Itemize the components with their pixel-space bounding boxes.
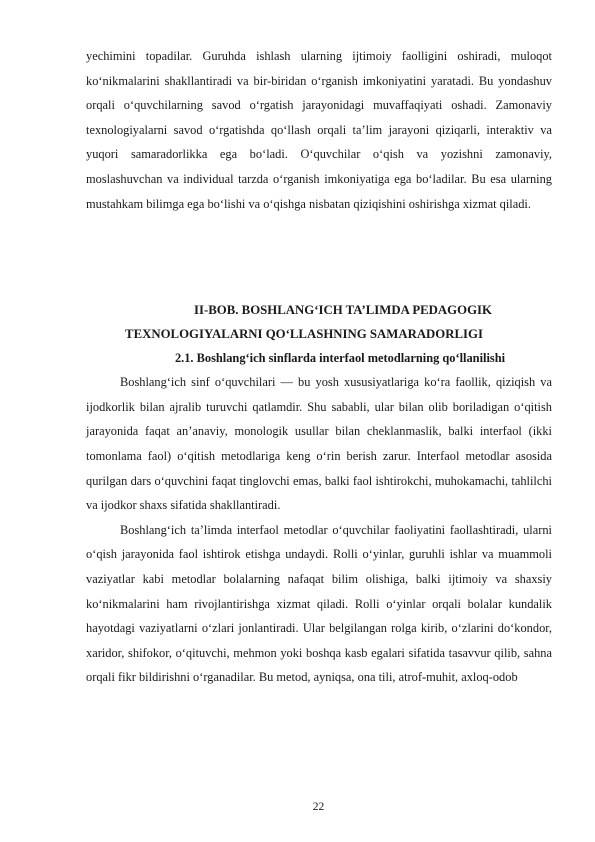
document-page <box>86 44 552 690</box>
paragraph-primary-students: Boshlang‘ich sinf o‘quvchilari — bu yosh xususiyatlariga ko‘ra faollik, qiziqish va ijodkorlik bilan ajralib turuvchi qatlamdir. Shu sababli, ular bilan olib boriladigan o‘qitish jarayonida faqat an’anaviy, monologik usullar bilan cheklanmaslik, balki interfaol (ikki tomonlama faol) o‘qitish metodlariga keng o‘rin berish zarur. Interfaol metodlar asosida qurilgan dars o‘quvchini faqat tinglovchi emas, balki faol ishtirokchi, muhokamachi, tahlilchi va ijodkor shaxs sifatida shakllantiradi. <box>86 375 552 513</box>
paragraph-group-work: yechimini topadilar. Guruhda ishlash ularning ijtimoiy faolligini oshiradi, muloqot ko‘nikmalarini shakllantiradi va bir-biridan o‘rganish imkoniyatini yaratadi. Bu yondashuv orqali o‘quvchilarning savod o‘rgatish jarayonidagi muvaffaqiyati oshadi. Zamonaviy texnologiyalarni savod o‘rgatishda qo‘llash orqali ta’lim jarayoni qiziqarli, interaktiv va yuqori samaradorlikka ega bo‘ladi. O‘quvchilar o‘qish va yozishni zamonaviy, moslashuvchan va individual tarzda o‘rganish imkoniyatiga ega bo‘ladilar. Bu esa ularning mustahkam bilimga ega bo‘lishi va o‘qishga nisbatan qiziqishini oshirishga xizmat qiladi. <box>86 49 552 211</box>
chapter-heading-line-2: TEXNOLOGIYALARNI QO‘LLASHNING SAMARADORLIGI <box>125 327 483 342</box>
chapter-heading-line-1: II-BOB. BOSHLANG‘ICH TA’LIMDA PEDAGOGIK <box>194 303 492 318</box>
section-spacer <box>86 216 552 298</box>
section-heading: 2.1. Boshlang‘ich sinflarda interfaol metodlarning qo‘llanilishi <box>174 351 506 366</box>
page-number: 22 <box>312 801 325 813</box>
chapter-heading <box>86 298 552 346</box>
paragraph-interactive-methods: Boshlang‘ich ta’limda interfaol metodlar o‘quvchilar faoliyatini faollashtiradi, ularni o‘qish jarayonida faol ishtirok etishga undaydi. Rolli o‘yinlar, guruhli ishlar va muammoli vaziyatlar kabi metodlar bolalarning nafaqat bilim olishiga, balki ijtimoiy va shaxsiy ko‘nikmalarini ham rivojlantirishga xizmat qiladi. Rolli o‘yinlar orqali bolalar kundalik hayotdagi vaziyatlarni o‘zlari jonlantiradi. Ular belgilangan rolga kirib, o‘zlarini do‘kondor, xaridor, shifokor, o‘qituvchi, mehmon yoki boshqa kasb egalari sifatida tasavvur qilib, sahna orqali fikr bildirishni o‘rganadilar. Bu metod, ayniqsa, ona tili, atrof-muhit, axloq-odob <box>86 522 552 685</box>
